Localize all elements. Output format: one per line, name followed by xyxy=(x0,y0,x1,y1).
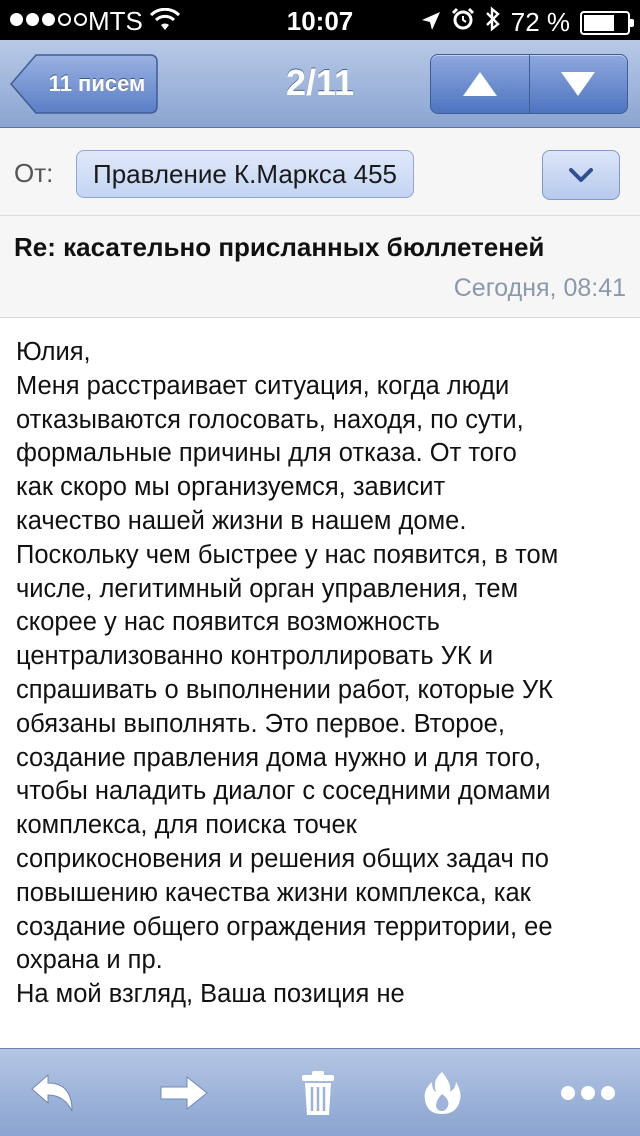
arrow-up-icon xyxy=(461,70,499,98)
body-line: Юлия, xyxy=(16,338,91,366)
body-line: качество нашей жизни в нашем доме. xyxy=(16,506,467,535)
body-line: формальные причины для отказа. От того xyxy=(16,439,517,468)
navigation-bar xyxy=(0,40,640,128)
delete-button[interactable] xyxy=(268,1049,368,1136)
carrier-name: MTS xyxy=(88,6,143,36)
from-label: От: xyxy=(14,158,54,188)
alarm-icon xyxy=(451,7,475,38)
body-line: создание общего ограждения территории, ее xyxy=(16,912,553,941)
message-position-title: 2/11 xyxy=(285,62,355,103)
status-bar xyxy=(0,0,640,40)
previous-message-button[interactable] xyxy=(431,55,529,113)
arrow-down-icon xyxy=(559,70,597,98)
trash-icon xyxy=(300,1070,336,1116)
body-line: скорее у нас появится возможность xyxy=(16,608,440,637)
clock: 10:07 xyxy=(286,6,354,36)
message-navigation-control xyxy=(430,54,628,114)
flame-icon xyxy=(422,1070,462,1116)
body-line: На мой взгляд, Ваша позиция не xyxy=(16,980,405,1009)
reply-button[interactable] xyxy=(2,1049,102,1136)
forward-button[interactable] xyxy=(134,1049,234,1136)
next-message-button[interactable] xyxy=(529,55,628,113)
reply-icon xyxy=(28,1071,76,1115)
from-row xyxy=(0,128,640,216)
body-line: чтобы наладить диалог с соседними домами xyxy=(16,777,551,806)
body-line: Поскольку чем быстрее у нас появится, в том xyxy=(16,540,559,569)
back-button-label: 11 писем xyxy=(48,71,146,96)
body-line: отказываются голосовать, находя, по сути, xyxy=(16,405,524,434)
body-line: создание правления дома нужно и для того, xyxy=(16,743,542,772)
body-line: числе, легитимный орган управления, тем xyxy=(16,574,519,603)
subject-header xyxy=(0,216,640,318)
battery-percent: 72 % xyxy=(510,7,570,37)
email-date: Сегодня, 08:41 xyxy=(453,274,626,302)
body-line: охрана и пр. xyxy=(16,946,163,975)
more-icon xyxy=(560,1085,616,1101)
body-line: соприкосновения и решения общих задач по xyxy=(16,844,549,873)
more-button[interactable] xyxy=(538,1049,638,1136)
body-line: централизованно контроллировать УК и xyxy=(16,642,494,671)
body-line: комплекса, для поиска точек xyxy=(16,811,357,840)
forward-arrow-icon xyxy=(159,1073,209,1113)
sender-chip[interactable]: Правление К.Маркса 455 xyxy=(76,150,414,198)
location-arrow-icon xyxy=(421,7,441,38)
body-line: повышению качества жизни комплекса, как xyxy=(16,878,531,907)
flag-button[interactable] xyxy=(392,1049,492,1136)
email-body xyxy=(16,336,628,1050)
body-line: как скоро мы организуемся, зависит xyxy=(16,473,446,502)
body-line: спрашивать о выполнении работ, которые УК xyxy=(16,675,554,704)
body-line: обязаны выполнять. Это первое. Второе, xyxy=(16,709,505,738)
expand-details-button[interactable] xyxy=(542,150,620,200)
body-line: Меня расстраивает ситуация, когда люди xyxy=(16,371,510,400)
email-subject: Re: касательно присланных бюллетеней xyxy=(14,232,545,262)
battery-icon xyxy=(580,11,630,35)
bluetooth-icon xyxy=(485,6,501,39)
chevron-down-icon xyxy=(569,168,593,182)
bottom-toolbar xyxy=(0,1048,640,1136)
battery-level xyxy=(584,15,614,31)
back-button[interactable] xyxy=(10,54,158,114)
